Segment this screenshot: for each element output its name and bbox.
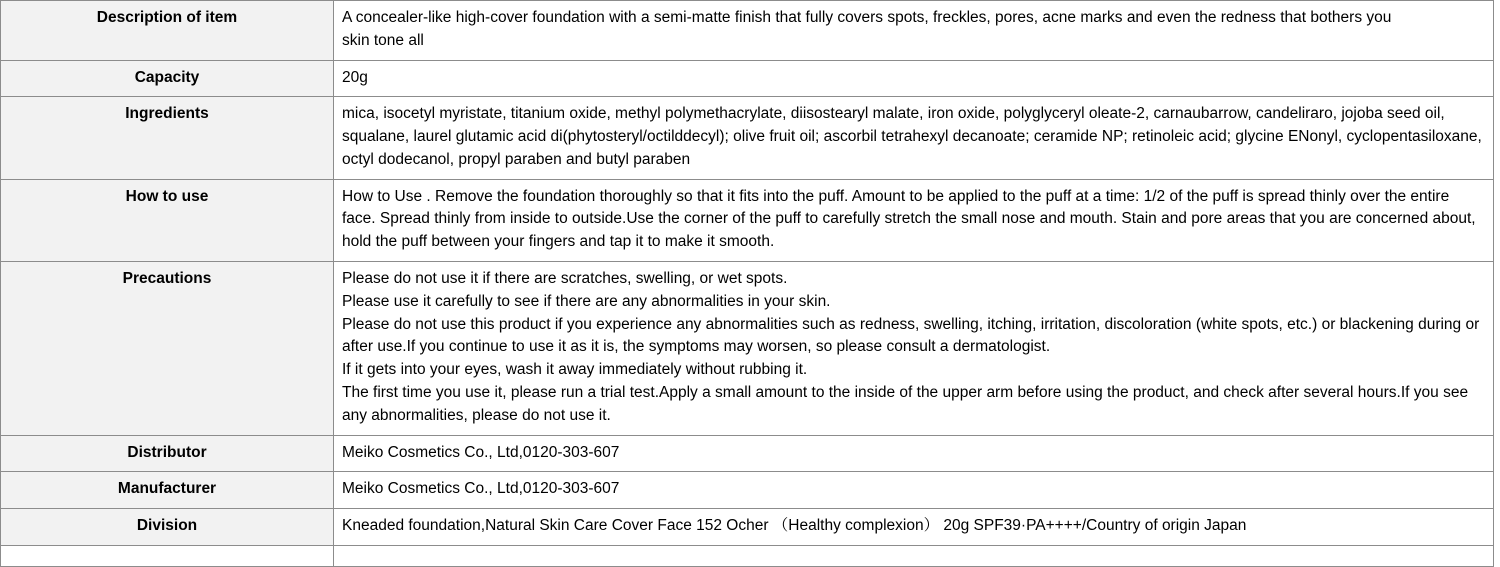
value-line: mica, isocetyl myristate, titanium oxide, methyl polymethacrylate, diisostearyl malate, iron oxide, polyglyceryl oleate-2, carnaubarrow, candeliraro, jojoba seed oil, squalane, laurel glutamic acid di(phytosteryl/octilddecyl); olive fruit oil; ascorbil tetrahexyl decanoate; ceramide NP; retinoleic acid; glycine ENonyl, cyclopentasiloxane, octyl dodecanol, propyl paraben and butyl paraben	[342, 105, 1482, 168]
row-label-how-to-use: How to use	[1, 179, 334, 261]
value-line: How to Use . Remove the foundation thoroughly so that it fits into the puff. Amount to be applied to the puff at a time: 1/2 of the puff is spread thinly over the entire face. Spread thinly from inside to outside.Use the corner of the puff to carefully stretch the small nose and mouth. Stain and pore areas that you are concerned about, hold the puff between your fingers and tap it to make it smooth.	[342, 187, 1476, 251]
row-label-division: Division	[1, 509, 334, 546]
value-line: Please use it carefully to see if there are any abnormalities in your skin.	[342, 292, 831, 310]
value-line: Please do not use this product if you experience any abnormalities such as redness, swelling, itching, irritation, discoloration (white spots, etc.) or blackening during or after use.If you continue to use it as it is, the symptoms may worsen, so please consult a dermatologist.	[342, 315, 1480, 356]
table-row-empty	[1, 545, 1494, 566]
table-row	[1, 60, 1494, 97]
row-value-distributor	[334, 435, 1494, 472]
row-value-how-to-use	[334, 179, 1494, 261]
value-line: 20g	[342, 68, 368, 86]
table-row	[1, 179, 1494, 261]
row-label-precautions: Precautions	[1, 262, 334, 435]
row-value-capacity	[334, 60, 1494, 97]
row-value-division	[334, 509, 1494, 546]
empty-cell-left	[1, 545, 334, 566]
spec-table-body	[1, 1, 1494, 567]
row-value-description-of-item	[334, 1, 1494, 61]
table-row	[1, 262, 1494, 435]
row-label-description-of-item: Description of item	[1, 1, 334, 61]
table-row	[1, 1, 1494, 61]
value-line: If it gets into your eyes, wash it away immediately without rubbing it.	[342, 361, 808, 379]
table-row	[1, 509, 1494, 546]
row-value-precautions	[334, 262, 1494, 435]
value-line: Please do not use it if there are scratches, swelling, or wet spots.	[342, 270, 788, 288]
table-row	[1, 435, 1494, 472]
value-line: Meiko Cosmetics Co., Ltd,0120-303-607	[342, 480, 620, 498]
row-value-ingredients	[334, 97, 1494, 179]
value-line: A concealer-like high-cover foundation with a semi-matte finish that fully covers spots, freckles, pores, acne marks and even the redness that bothers you	[342, 9, 1392, 26]
value-line: Meiko Cosmetics Co., Ltd,0120-303-607	[342, 443, 620, 461]
value-line: The first time you use it, please run a trial test.Apply a small amount to the inside of the upper arm before using the product, and check after several hours.If you see any abnormalities, please do not use it.	[342, 383, 1469, 424]
table-row	[1, 97, 1494, 179]
table-row	[1, 472, 1494, 509]
value-line: skin tone all	[342, 31, 424, 49]
row-label-capacity: Capacity	[1, 60, 334, 97]
row-label-manufacturer: Manufacturer	[1, 472, 334, 509]
row-label-distributor: Distributor	[1, 435, 334, 472]
value-line: Kneaded foundation,Natural Skin Care Cover Face 152 Ocher （Healthy complexion） 20g SPF39·PA++++/Country of origin Japan	[342, 517, 1247, 535]
row-value-manufacturer	[334, 472, 1494, 509]
empty-cell-right	[334, 545, 1494, 566]
row-label-ingredients: Ingredients	[1, 97, 334, 179]
